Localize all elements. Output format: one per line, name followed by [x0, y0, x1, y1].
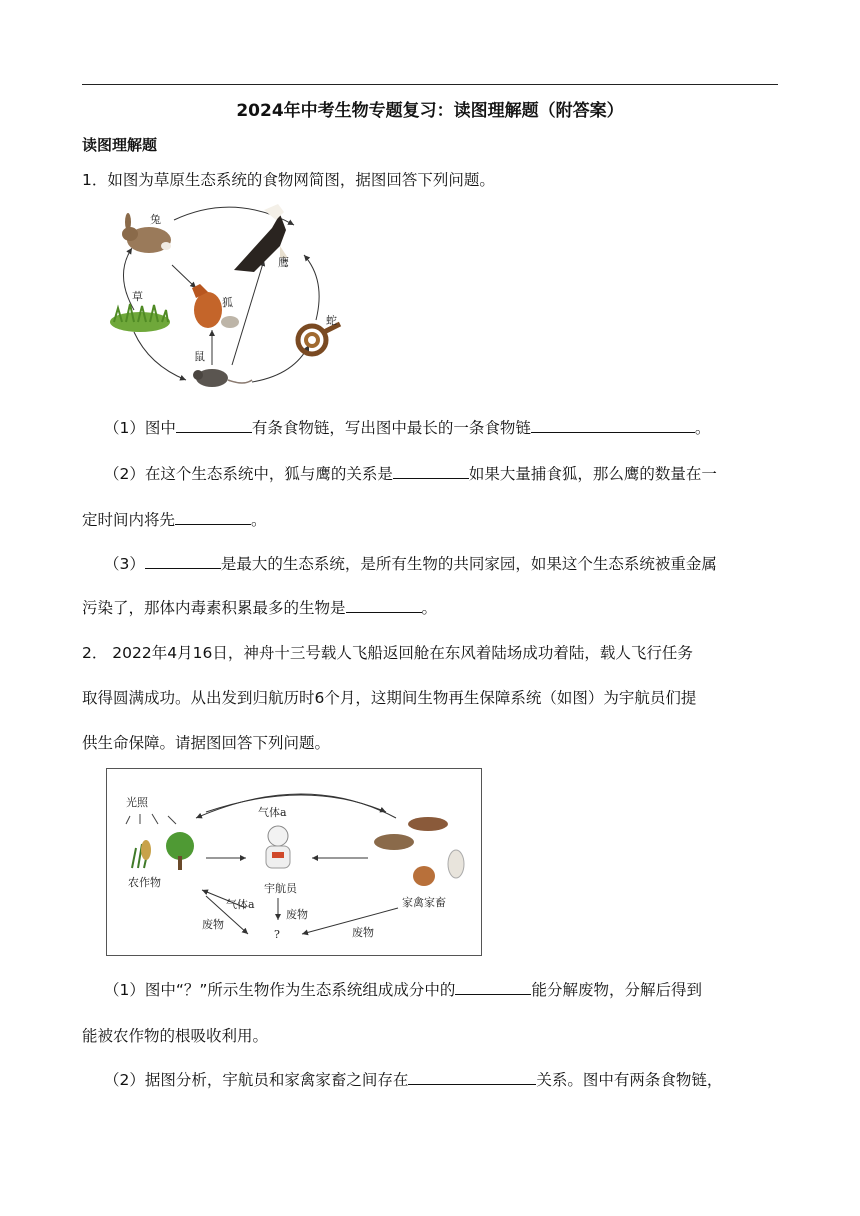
food-web-figure	[104, 200, 364, 400]
header-rule	[82, 84, 778, 85]
q2-line2: 取得圆满成功。从出发到归航历时6个月，这期间生物再生保障系统（如图）为宇航员们提	[82, 689, 697, 707]
answer-blank[interactable]	[145, 553, 221, 569]
mouse-icon	[193, 369, 252, 387]
snake-icon	[298, 324, 340, 354]
section-heading: 读图理解题	[82, 136, 158, 154]
q1-stem: 1．如图为草原生态系统的食物网简图，据图回答下列问题。	[82, 171, 495, 189]
grass-label: 草	[132, 290, 143, 303]
rabbit-icon	[122, 213, 171, 253]
astronaut-label: 宇航员	[264, 882, 297, 895]
q2-part2-line1: （2）据图分析，宇航员和家禽家畜之间存在 关系。图中有两条食物链，	[104, 1071, 723, 1089]
answer-blank[interactable]	[176, 417, 252, 433]
eagle-label: 鹰	[278, 256, 289, 269]
q1-part2-line2: 定时间内将先 。	[82, 511, 267, 529]
crops-label: 农作物	[128, 876, 161, 889]
snake-label: 蛇	[326, 314, 337, 327]
q2-line3: 供生命保障。请据图回答下列问题。	[82, 734, 331, 752]
q1-part2-line1: （2）在这个生态系统中，狐与鹰的关系是 如果大量捕食狐，那么鹰的数量在一	[104, 465, 717, 483]
fox-label: 狐	[222, 296, 233, 309]
grass-icon	[110, 304, 170, 332]
waste-mid-label: 废物	[286, 908, 308, 921]
q1-part3-line1: （3） 是最大的生态系统，是所有生物的共同家园，如果这个生态系统被重金属	[104, 555, 717, 573]
waste-right-label: 废物	[352, 926, 374, 939]
q2-line1: 2． 2022年4月16日，神舟十三号载人飞船返回舱在东风着陆场成功着陆，载人飞行任务	[82, 644, 693, 662]
waste-left-label: 废物	[202, 918, 224, 931]
q2-part1-line2: 能被农作物的根吸收利用。	[82, 1027, 269, 1045]
answer-blank[interactable]	[531, 417, 695, 433]
life-support-figure	[106, 768, 482, 956]
answer-blank[interactable]	[408, 1069, 536, 1085]
answer-blank[interactable]	[393, 463, 469, 479]
answer-blank[interactable]	[175, 509, 251, 525]
rabbit-label: 兔	[150, 213, 161, 226]
answer-blank[interactable]	[455, 979, 531, 995]
q2-part1-line1: （1）图中“？”所示生物作为生态系统组成成分中的 能分解废物，分解后得到	[104, 981, 702, 999]
gas-left-label: 气体a	[226, 898, 255, 911]
q1-part3-line2: 污染了，那体内毒素积累最多的生物是 。	[82, 599, 438, 617]
decomposer-question-mark: ?	[274, 928, 280, 941]
light-label: 光照	[126, 796, 148, 809]
astronaut-icon	[266, 826, 290, 868]
poultry-label: 家禽家畜	[402, 896, 446, 909]
gas-top-label: 气体a	[258, 806, 287, 819]
page-title: 2024年中考生物专题复习：读图理解题（附答案）	[236, 101, 624, 121]
q1-part1: （1）图中 有条食物链，写出图中最长的一条食物链 。	[104, 419, 711, 437]
mouse-label: 鼠	[194, 350, 205, 363]
answer-blank[interactable]	[346, 597, 422, 613]
